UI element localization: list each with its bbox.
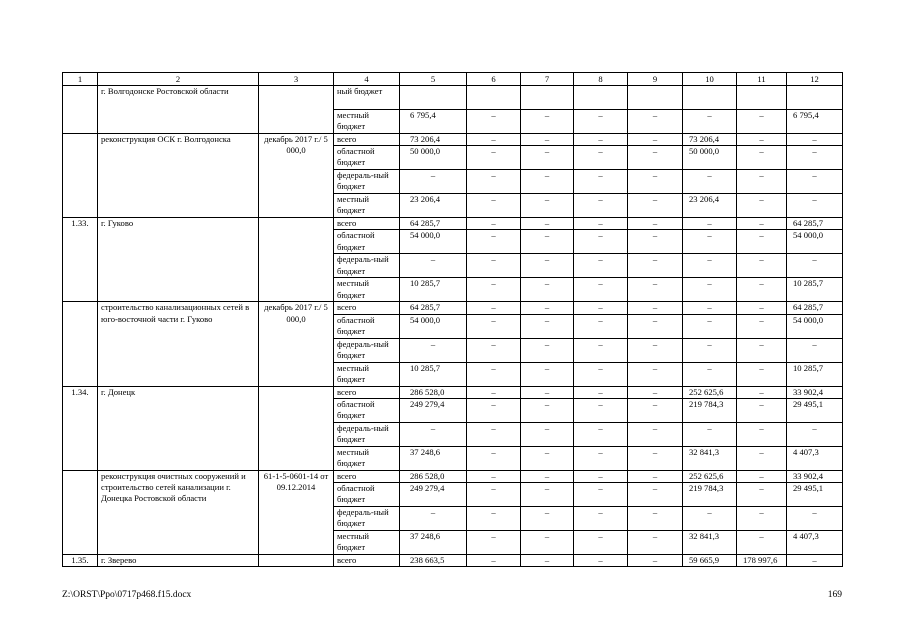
funding-source: областной бюджет: [334, 398, 400, 422]
value-cell: –: [467, 278, 521, 302]
value-cell: [467, 86, 521, 110]
value-cell: 10 285,7: [787, 362, 843, 386]
value-cell: –: [574, 194, 628, 218]
funding-source: федераль-ный бюджет: [334, 254, 400, 278]
value-cell: –: [628, 302, 683, 314]
value-cell: [400, 86, 467, 110]
value-cell: 286 528,0: [400, 386, 467, 398]
value-cell: –: [628, 170, 683, 194]
value-cell: –: [467, 531, 521, 555]
item-number: [63, 470, 98, 554]
value-cell: –: [737, 194, 787, 218]
value-cell: –: [400, 254, 467, 278]
value-cell: –: [521, 470, 574, 482]
funding-source: областной бюджет: [334, 230, 400, 254]
value-cell: –: [467, 338, 521, 362]
value-cell: –: [521, 483, 574, 507]
column-number-cell: 10: [683, 73, 737, 86]
value-cell: –: [628, 531, 683, 555]
value-cell: –: [574, 134, 628, 146]
value-cell: 32 841,3: [683, 446, 737, 470]
value-cell: –: [787, 338, 843, 362]
value-cell: –: [787, 170, 843, 194]
value-cell: –: [683, 170, 737, 194]
value-cell: –: [467, 470, 521, 482]
funding-source: местный бюджет: [334, 446, 400, 470]
value-cell: –: [467, 302, 521, 314]
value-cell: –: [683, 362, 737, 386]
funding-source: областной бюджет: [334, 483, 400, 507]
value-cell: –: [521, 362, 574, 386]
value-cell: –: [574, 362, 628, 386]
item-number: [63, 302, 98, 386]
value-cell: –: [521, 446, 574, 470]
value-cell: 54 000,0: [400, 230, 467, 254]
term-and-capacity: [259, 218, 334, 302]
object-name: г. Зверево: [98, 555, 259, 567]
value-cell: –: [628, 386, 683, 398]
value-cell: 10 285,7: [787, 278, 843, 302]
value-cell: –: [628, 218, 683, 230]
value-cell: –: [574, 302, 628, 314]
value-cell: –: [467, 254, 521, 278]
value-cell: –: [574, 146, 628, 170]
value-cell: –: [467, 110, 521, 134]
term-and-capacity: [259, 386, 334, 470]
funding-source: федераль-ный бюджет: [334, 170, 400, 194]
value-cell: –: [521, 218, 574, 230]
value-cell: –: [737, 531, 787, 555]
value-cell: –: [521, 555, 574, 567]
table-row: [63, 555, 843, 567]
value-cell: 249 279,4: [400, 398, 467, 422]
value-cell: 6 795,4: [787, 110, 843, 134]
object-name: г. Гуково: [98, 218, 259, 302]
value-cell: –: [574, 338, 628, 362]
funding-source: всего: [334, 218, 400, 230]
value-cell: [574, 86, 628, 110]
value-cell: 64 285,7: [400, 302, 467, 314]
column-number-cell: 11: [737, 73, 787, 86]
value-cell: –: [400, 338, 467, 362]
value-cell: 4 407,3: [787, 446, 843, 470]
table-row: [63, 470, 843, 482]
table-row: [63, 386, 843, 398]
value-cell: –: [521, 302, 574, 314]
value-cell: –: [737, 134, 787, 146]
term-and-capacity: 61-1-5-0601-14 от 09.12.2014: [259, 470, 334, 554]
value-cell: 54 000,0: [400, 314, 467, 338]
column-number-cell: 3: [259, 73, 334, 86]
value-cell: –: [521, 146, 574, 170]
value-cell: –: [787, 422, 843, 446]
value-cell: 178 997,6: [737, 555, 787, 567]
value-cell: –: [574, 555, 628, 567]
value-cell: –: [521, 531, 574, 555]
value-cell: 219 784,3: [683, 398, 737, 422]
object-name: реконструкция ОСК г. Волгодонска: [98, 134, 259, 218]
value-cell: –: [683, 218, 737, 230]
value-cell: –: [628, 278, 683, 302]
value-cell: –: [737, 278, 787, 302]
term-and-capacity: декабрь 2017 г./ 5 000,0: [259, 302, 334, 386]
value-cell: –: [628, 398, 683, 422]
funding-source: местный бюджет: [334, 194, 400, 218]
value-cell: [787, 86, 843, 110]
value-cell: 252 625,6: [683, 470, 737, 482]
value-cell: –: [737, 470, 787, 482]
value-cell: 286 528,0: [400, 470, 467, 482]
value-cell: –: [521, 422, 574, 446]
value-cell: 59 665,9: [683, 555, 737, 567]
value-cell: 73 206,4: [400, 134, 467, 146]
column-number-cell: 5: [400, 73, 467, 86]
value-cell: –: [787, 134, 843, 146]
value-cell: 252 625,6: [683, 386, 737, 398]
value-cell: –: [467, 134, 521, 146]
value-cell: –: [574, 386, 628, 398]
value-cell: –: [628, 314, 683, 338]
value-cell: –: [574, 314, 628, 338]
value-cell: –: [737, 507, 787, 531]
value-cell: –: [628, 507, 683, 531]
value-cell: –: [737, 422, 787, 446]
value-cell: 249 279,4: [400, 483, 467, 507]
value-cell: –: [628, 422, 683, 446]
value-cell: –: [521, 386, 574, 398]
item-number: [63, 86, 98, 134]
value-cell: 29 495,1: [787, 398, 843, 422]
item-number: 1.33.: [63, 218, 98, 302]
value-cell: 50 000,0: [400, 146, 467, 170]
value-cell: –: [628, 230, 683, 254]
term-and-capacity: [259, 86, 334, 134]
value-cell: 37 248,6: [400, 531, 467, 555]
value-cell: –: [628, 146, 683, 170]
value-cell: –: [574, 230, 628, 254]
value-cell: 37 248,6: [400, 446, 467, 470]
value-cell: –: [683, 422, 737, 446]
value-cell: –: [574, 170, 628, 194]
value-cell: –: [737, 314, 787, 338]
value-cell: –: [467, 483, 521, 507]
value-cell: 33 902,4: [787, 386, 843, 398]
value-cell: –: [574, 531, 628, 555]
table-row: [63, 302, 843, 314]
column-number-cell: 8: [574, 73, 628, 86]
file-path: Z:\ORST\Ppo\0717p468.f15.docx: [62, 590, 192, 600]
value-cell: –: [521, 230, 574, 254]
value-cell: –: [737, 483, 787, 507]
value-cell: –: [400, 170, 467, 194]
value-cell: 4 407,3: [787, 531, 843, 555]
value-cell: –: [737, 362, 787, 386]
funding-source: всего: [334, 470, 400, 482]
funding-source: местный бюджет: [334, 110, 400, 134]
funding-source: федераль-ный бюджет: [334, 422, 400, 446]
column-number-row: [63, 73, 843, 86]
value-cell: –: [467, 146, 521, 170]
value-cell: –: [737, 302, 787, 314]
value-cell: –: [628, 555, 683, 567]
value-cell: –: [737, 254, 787, 278]
value-cell: –: [683, 110, 737, 134]
table-row: [63, 86, 843, 110]
column-number-cell: 9: [628, 73, 683, 86]
value-cell: 50 000,0: [683, 146, 737, 170]
value-cell: 54 000,0: [787, 230, 843, 254]
value-cell: –: [521, 314, 574, 338]
value-cell: –: [467, 446, 521, 470]
value-cell: –: [467, 362, 521, 386]
value-cell: –: [467, 422, 521, 446]
value-cell: 64 285,7: [787, 218, 843, 230]
value-cell: –: [737, 398, 787, 422]
value-cell: –: [467, 507, 521, 531]
value-cell: –: [737, 230, 787, 254]
value-cell: –: [400, 507, 467, 531]
value-cell: –: [521, 194, 574, 218]
value-cell: [521, 86, 574, 110]
value-cell: –: [574, 254, 628, 278]
table-row: [63, 134, 843, 146]
value-cell: 54 000,0: [787, 314, 843, 338]
value-cell: –: [521, 507, 574, 531]
value-cell: 33 902,4: [787, 470, 843, 482]
object-name: строительство канализационных сетей в юго-восточной части г. Гуково: [98, 302, 259, 386]
column-number-cell: 1: [63, 73, 98, 86]
value-cell: –: [521, 278, 574, 302]
value-cell: 10 285,7: [400, 362, 467, 386]
value-cell: 10 285,7: [400, 278, 467, 302]
value-cell: –: [683, 278, 737, 302]
table-row: [63, 218, 843, 230]
funding-source: всего: [334, 302, 400, 314]
budget-table: [62, 72, 843, 567]
object-name: г. Донецк: [98, 386, 259, 470]
value-cell: 64 285,7: [400, 218, 467, 230]
value-cell: –: [628, 483, 683, 507]
value-cell: –: [521, 110, 574, 134]
value-cell: –: [737, 170, 787, 194]
value-cell: [683, 86, 737, 110]
item-number: 1.35.: [63, 555, 98, 567]
value-cell: 6 795,4: [400, 110, 467, 134]
funding-source: федераль-ный бюджет: [334, 507, 400, 531]
value-cell: –: [574, 398, 628, 422]
value-cell: –: [467, 170, 521, 194]
funding-source: областной бюджет: [334, 314, 400, 338]
value-cell: –: [467, 230, 521, 254]
column-number-cell: 2: [98, 73, 259, 86]
value-cell: –: [628, 134, 683, 146]
value-cell: –: [683, 302, 737, 314]
value-cell: 23 206,4: [683, 194, 737, 218]
value-cell: 32 841,3: [683, 531, 737, 555]
funding-source: всего: [334, 386, 400, 398]
value-cell: [628, 86, 683, 110]
value-cell: –: [787, 254, 843, 278]
value-cell: –: [683, 230, 737, 254]
value-cell: –: [574, 483, 628, 507]
funding-source: местный бюджет: [334, 362, 400, 386]
value-cell: 23 206,4: [400, 194, 467, 218]
value-cell: –: [683, 338, 737, 362]
value-cell: –: [574, 446, 628, 470]
term-and-capacity: декабрь 2017 г./ 5 000,0: [259, 134, 334, 218]
table-body: [63, 73, 843, 567]
value-cell: –: [787, 146, 843, 170]
value-cell: –: [521, 338, 574, 362]
value-cell: –: [467, 555, 521, 567]
value-cell: –: [787, 194, 843, 218]
column-number-cell: 12: [787, 73, 843, 86]
column-number-cell: 4: [334, 73, 400, 86]
funding-source: местный бюджет: [334, 278, 400, 302]
value-cell: –: [628, 194, 683, 218]
value-cell: 73 206,4: [683, 134, 737, 146]
value-cell: –: [467, 218, 521, 230]
value-cell: –: [737, 386, 787, 398]
value-cell: –: [628, 110, 683, 134]
column-number-cell: 6: [467, 73, 521, 86]
value-cell: 219 784,3: [683, 483, 737, 507]
value-cell: –: [400, 422, 467, 446]
value-cell: 238 663,5: [400, 555, 467, 567]
value-cell: –: [467, 314, 521, 338]
value-cell: –: [787, 507, 843, 531]
value-cell: –: [467, 398, 521, 422]
funding-source: областной бюджет: [334, 146, 400, 170]
value-cell: –: [467, 194, 521, 218]
value-cell: 64 285,7: [787, 302, 843, 314]
object-name: г. Волгодонске Ростовской области: [98, 86, 259, 134]
value-cell: –: [467, 386, 521, 398]
value-cell: –: [628, 338, 683, 362]
page-number: 169: [827, 590, 842, 600]
value-cell: 29 495,1: [787, 483, 843, 507]
value-cell: –: [737, 338, 787, 362]
value-cell: –: [574, 218, 628, 230]
column-number-cell: 7: [521, 73, 574, 86]
value-cell: –: [521, 398, 574, 422]
funding-source: ный бюджет: [334, 86, 400, 110]
value-cell: –: [737, 218, 787, 230]
item-number: 1.34.: [63, 386, 98, 470]
value-cell: –: [683, 314, 737, 338]
value-cell: –: [787, 555, 843, 567]
funding-source: федераль-ный бюджет: [334, 338, 400, 362]
funding-source: всего: [334, 134, 400, 146]
object-name: реконструкция очистных сооружений и строительство сетей канализации г. Донецка Ростовской области: [98, 470, 259, 554]
value-cell: –: [521, 170, 574, 194]
value-cell: –: [574, 278, 628, 302]
value-cell: –: [737, 446, 787, 470]
value-cell: –: [574, 422, 628, 446]
value-cell: –: [737, 110, 787, 134]
value-cell: –: [521, 134, 574, 146]
value-cell: –: [683, 254, 737, 278]
term-and-capacity: [259, 555, 334, 567]
value-cell: –: [628, 254, 683, 278]
value-cell: –: [574, 470, 628, 482]
value-cell: –: [521, 254, 574, 278]
funding-source: всего: [334, 555, 400, 567]
item-number: [63, 134, 98, 218]
value-cell: –: [574, 110, 628, 134]
value-cell: –: [737, 146, 787, 170]
value-cell: –: [628, 362, 683, 386]
budget-table-container: [62, 72, 842, 567]
value-cell: [737, 86, 787, 110]
value-cell: –: [628, 470, 683, 482]
value-cell: –: [683, 507, 737, 531]
value-cell: –: [574, 507, 628, 531]
value-cell: –: [628, 446, 683, 470]
funding-source: местный бюджет: [334, 531, 400, 555]
